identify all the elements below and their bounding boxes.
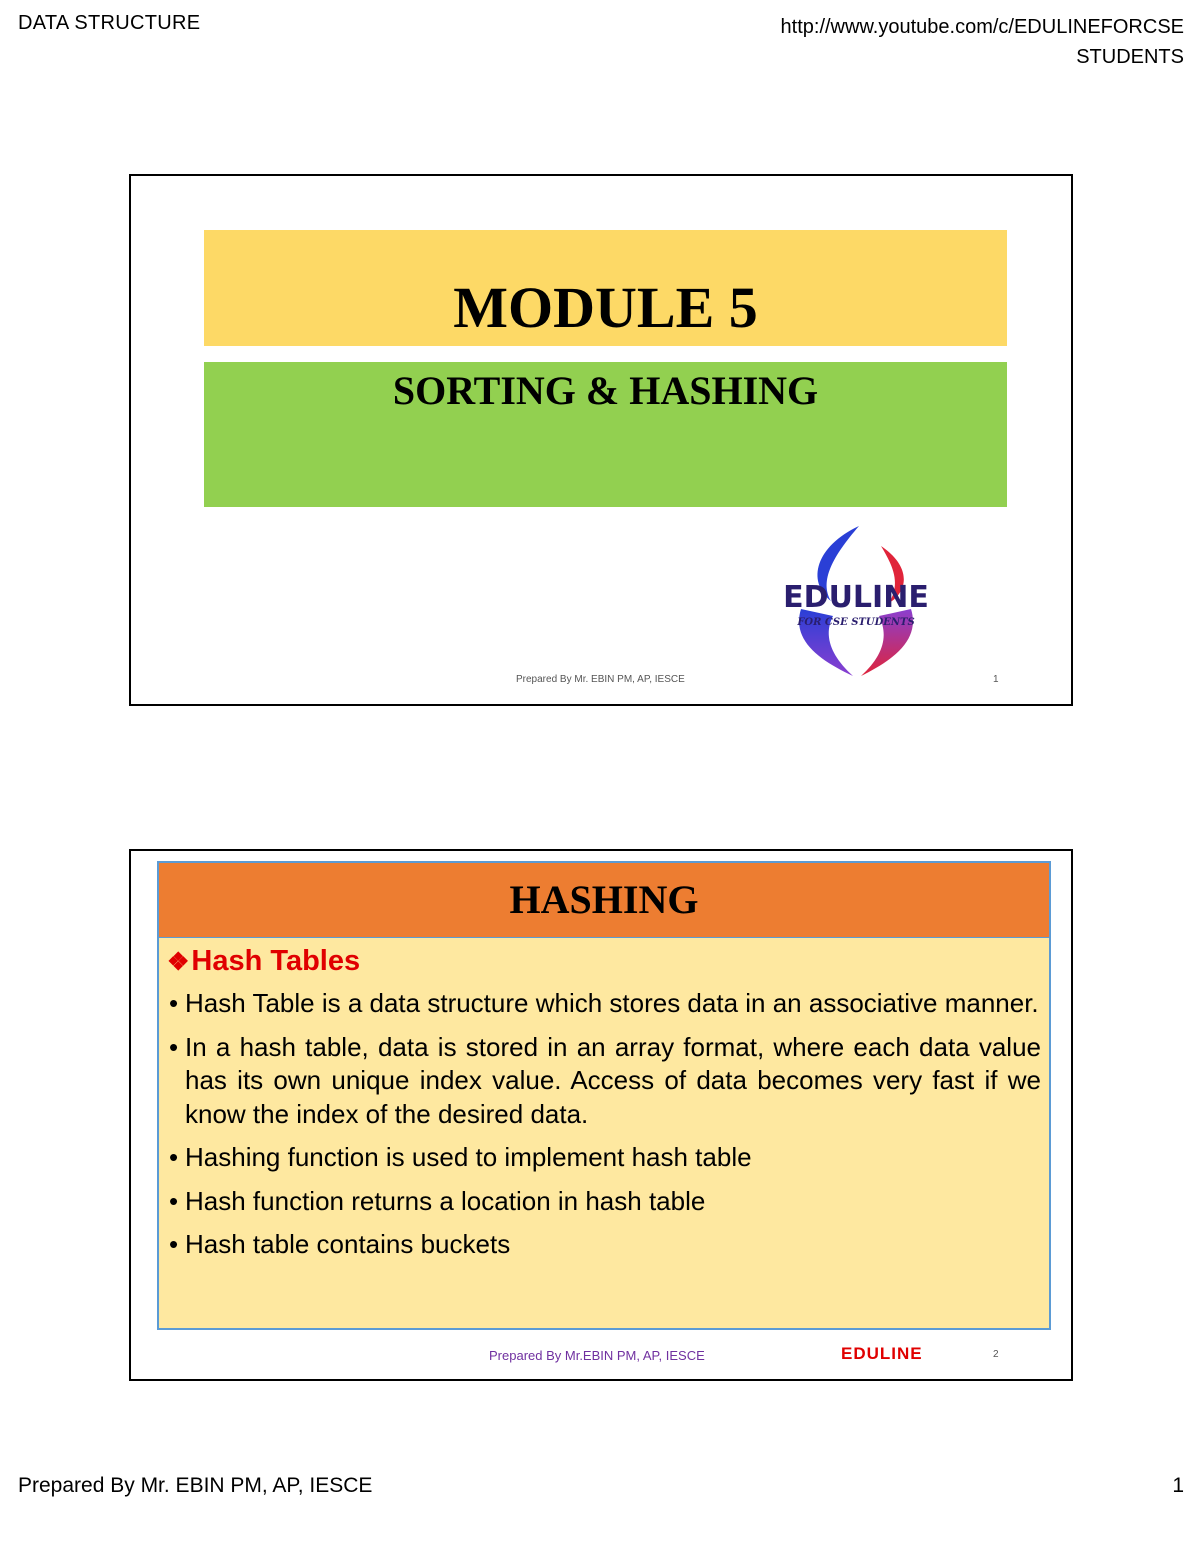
bullet-list (169, 987, 1041, 1272)
header-url-line2: STUDENTS (1076, 46, 1184, 68)
logo-text: EDULINE (783, 580, 929, 615)
list-item: • In a hash table, data is stored in an array format, where each data value has its own unique index value. Access of data becomes very fast if we know the index of the desired data. (169, 1031, 1041, 1132)
diamond-bullet-icon: ❖ (167, 948, 190, 976)
slide-footer: Prepared By Mr.EBIN PM, AP, IESCE (489, 1348, 705, 1363)
logo-tagline: FOR CSE STUDENTS (797, 617, 915, 628)
eduline-brand-text: EDULINE (841, 1344, 923, 1363)
hashing-content-box (157, 861, 1051, 1330)
slide-number: 2 (993, 1349, 999, 1360)
slide-footer: Prepared By Mr. EBIN PM, AP, IESCE (516, 674, 685, 685)
page-footer-author: Prepared By Mr. EBIN PM, AP, IESCE (18, 1474, 373, 1497)
header-url-line1: http://www.youtube.com/c/EDULINEFORCSE (780, 16, 1184, 38)
hash-tables-heading (167, 943, 360, 980)
hashing-title: HASHING (509, 877, 699, 922)
page-number: 1 (1172, 1474, 1184, 1497)
list-item: • Hash Table is a data structure which stores data in an associative manner. (169, 987, 1041, 1021)
module-subtitle: SORTING & HASHING (392, 368, 819, 413)
slide-2 (129, 849, 1073, 1381)
slide-number: 1 (993, 674, 999, 685)
module-title: MODULE 5 (453, 275, 758, 340)
document-header-url (781, 12, 1184, 72)
eduline-logo (761, 521, 951, 681)
list-item: • Hashing function is used to implement hash table (169, 1141, 1041, 1175)
slide-1 (129, 174, 1073, 706)
hash-tables-heading-text: Hash Tables (191, 945, 361, 977)
document-header-title: DATA STRUCTURE (18, 12, 201, 34)
list-item: • Hash table contains buckets (169, 1228, 1041, 1262)
list-item: • Hash function returns a location in hash table (169, 1185, 1041, 1219)
